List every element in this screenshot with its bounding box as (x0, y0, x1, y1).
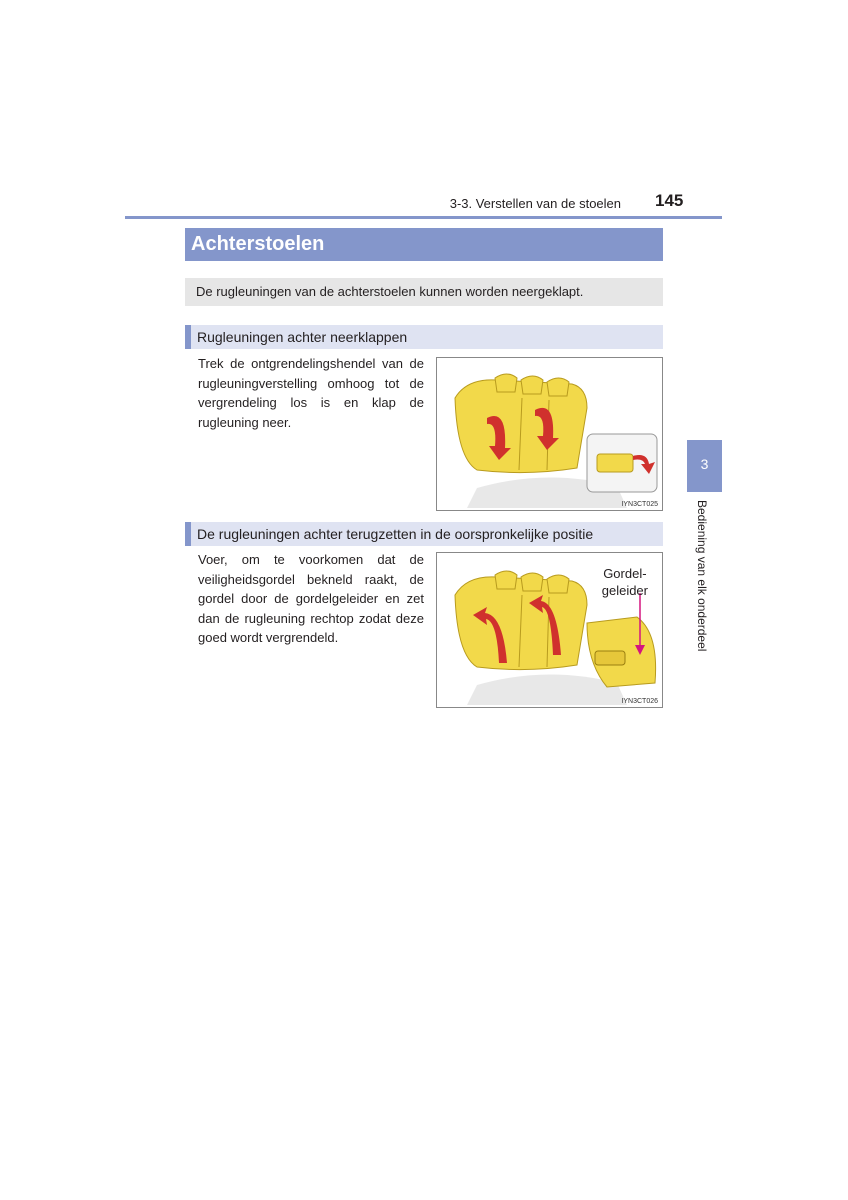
callout-line2: geleider (601, 583, 648, 598)
figure-code: IYN3CT026 (621, 698, 658, 705)
running-header-section: 3-3. Verstellen van de stoelen (449, 196, 621, 211)
callout-label (602, 565, 648, 599)
section-title: Achterstoelen (185, 228, 663, 261)
header-rule (125, 216, 722, 219)
fold-down-text: Trek de ontgrendelingshendel van de rugleuningverstelling omhoog tot de vergrendeling los is en klap de rugleuning neer. (198, 356, 424, 430)
fold-down-illustration (437, 358, 662, 510)
intro-box: De rugleuningen van de achterstoelen kunnen worden neergeklapt. (185, 278, 663, 306)
return-figure (436, 552, 663, 708)
figure-code: IYN3CT025 (621, 501, 658, 508)
chapter-tab: 3 (687, 440, 722, 492)
page-number: 145 (655, 191, 684, 210)
fold-down-figure (436, 357, 663, 511)
subheading-return: De rugleuningen achter terugzetten in de oorspronkelijke positie (185, 522, 663, 546)
return-text: Voer, om te voorkomen dat de veiligheidsgordel bekneld raakt, de gordel door de gordelgeleider en zet dan de rugleuning rechtop zodat deze goed wordt vergrendeld. (198, 552, 424, 645)
chapter-title: Bediening van elk onderdeel (695, 500, 709, 652)
callout-line1: Gordel- (603, 566, 647, 581)
subheading-fold-down: Rugleuningen achter neerklappen (185, 325, 663, 349)
